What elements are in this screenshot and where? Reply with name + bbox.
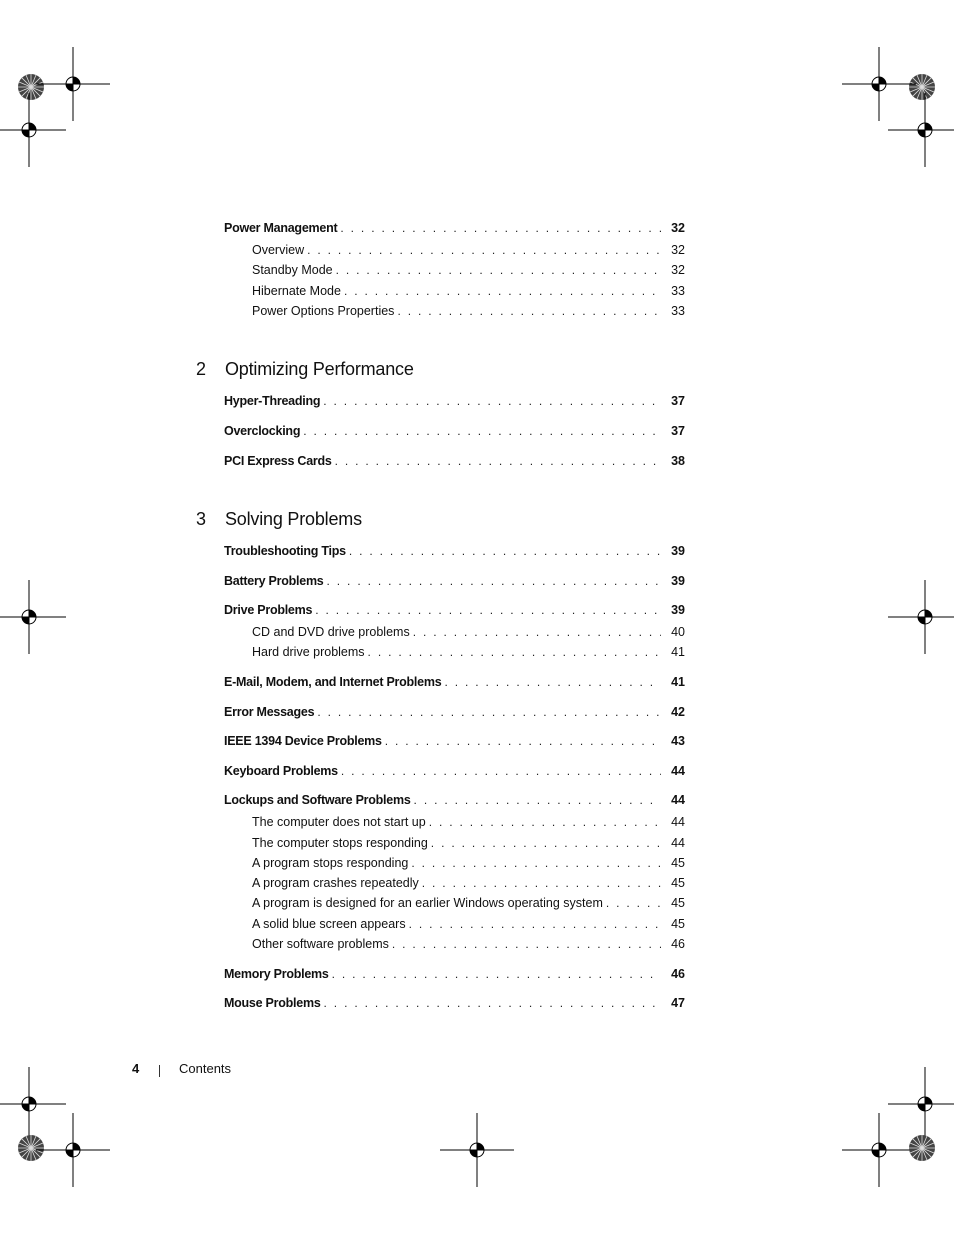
toc-entry-page: 39	[671, 603, 685, 617]
dot-leader	[368, 643, 661, 661]
toc-entry-title: Power Options Properties	[252, 304, 395, 318]
toc-entry-error-messages[interactable]	[224, 703, 685, 721]
toc-entry-page: 37	[671, 424, 685, 438]
dot-leader	[349, 542, 661, 560]
dot-leader	[340, 219, 661, 237]
toc-entry-title: Mouse Problems	[224, 996, 321, 1010]
toc-entry-title: Troubleshooting Tips	[224, 544, 346, 558]
toc-entry-page: 38	[671, 454, 685, 468]
toc-entry-program-earlier-windows[interactable]	[252, 894, 685, 912]
toc-entry-title: E-Mail, Modem, and Internet Problems	[224, 675, 442, 689]
toc-entry-title: A program crashes repeatedly	[252, 876, 419, 890]
dot-leader	[335, 452, 661, 470]
dot-leader	[397, 302, 661, 320]
toc-entry-computer-stops-responding[interactable]	[252, 834, 685, 852]
dot-leader	[431, 834, 661, 852]
toc-entry-page: 41	[671, 645, 685, 659]
dot-leader	[385, 732, 661, 750]
toc-entry-page: 33	[671, 284, 685, 298]
toc-entry-drive-problems[interactable]	[224, 601, 685, 619]
chapter-heading-2	[196, 357, 414, 381]
toc-entry-pci-express-cards[interactable]	[224, 452, 685, 470]
toc-entry-page: 44	[671, 793, 685, 807]
toc-entry-title: Drive Problems	[224, 603, 313, 617]
toc-entry-page: 32	[671, 221, 685, 235]
toc-entry-title: Hyper-Threading	[224, 394, 321, 408]
toc-entry-page: 42	[671, 705, 685, 719]
chapter-heading-3	[196, 507, 362, 531]
toc-entry-troubleshooting-tips[interactable]	[224, 542, 685, 560]
toc-entry-mouse-problems[interactable]	[224, 994, 685, 1012]
toc-entry-overview[interactable]	[252, 241, 685, 259]
toc-entry-title: Overview	[252, 243, 305, 257]
toc-entry-page: 33	[671, 304, 685, 318]
dot-leader	[303, 422, 661, 440]
toc-entry-title: IEEE 1394 Device Problems	[224, 734, 382, 748]
toc-entry-title: PCI Express Cards	[224, 454, 332, 468]
dot-leader	[327, 572, 661, 590]
toc-entry-lockups-software-problems[interactable]	[224, 791, 685, 809]
footer-divider	[159, 1065, 160, 1077]
dot-leader	[444, 673, 661, 691]
toc-entry-page: 43	[671, 734, 685, 748]
dot-leader	[315, 601, 661, 619]
toc-entry-title: Standby Mode	[252, 263, 333, 277]
toc-entry-program-crashes-repeatedly[interactable]	[252, 874, 685, 892]
toc-entry-page: 46	[671, 937, 685, 951]
toc-entry-title: The computer stops responding	[252, 836, 428, 850]
toc-entry-computer-does-not-start[interactable]	[252, 813, 685, 831]
toc-entry-cd-dvd-drive-problems[interactable]	[252, 623, 685, 641]
toc-entry-title: A program is designed for an earlier Windows operating system	[252, 896, 603, 910]
toc-entry-title: Lockups and Software Problems	[224, 793, 411, 807]
dot-leader	[332, 965, 661, 983]
toc-entry-title: CD and DVD drive problems	[252, 625, 410, 639]
toc-entry-title: A solid blue screen appears	[252, 917, 406, 931]
toc-entry-email-modem-internet-problems[interactable]	[224, 673, 685, 691]
toc-entry-page: 45	[671, 917, 685, 931]
dot-leader	[429, 813, 661, 831]
toc-entry-battery-problems[interactable]	[224, 572, 685, 590]
toc-entry-title: Error Messages	[224, 705, 315, 719]
toc-entry-page: 32	[671, 263, 685, 277]
toc-entry-title: Other software problems	[252, 937, 389, 951]
toc-entry-hard-drive-problems[interactable]	[252, 643, 685, 661]
chapter-title: Optimizing Performance	[225, 359, 414, 379]
toc-entry-ieee-1394-device-problems[interactable]	[224, 732, 685, 750]
toc-entry-title: A program stops responding	[252, 856, 409, 870]
toc-entry-hibernate-mode[interactable]	[252, 282, 685, 300]
toc-entry-title: Memory Problems	[224, 967, 329, 981]
toc-entry-keyboard-problems[interactable]	[224, 762, 685, 780]
toc-entry-page: 37	[671, 394, 685, 408]
dot-leader	[422, 874, 661, 892]
dot-leader	[324, 994, 661, 1012]
toc-entry-page: 44	[671, 815, 685, 829]
dot-leader	[606, 894, 661, 912]
toc-entry-title: Overclocking	[224, 424, 301, 438]
toc-entry-page: 41	[671, 675, 685, 689]
toc-entry-overclocking[interactable]	[224, 422, 685, 440]
toc-entry-program-stops-responding[interactable]	[252, 854, 685, 872]
toc-entry-standby-mode[interactable]	[252, 261, 685, 279]
toc-entry-title: Keyboard Problems	[224, 764, 338, 778]
dot-leader	[341, 762, 661, 780]
toc-entry-power-management[interactable]	[224, 219, 685, 237]
toc-entry-title: The computer does not start up	[252, 815, 426, 829]
toc-entry-hyper-threading[interactable]	[224, 392, 685, 410]
toc-entry-power-options-properties[interactable]	[252, 302, 685, 320]
toc-entry-page: 47	[671, 996, 685, 1010]
toc-entry-memory-problems[interactable]	[224, 965, 685, 983]
toc-entry-page: 44	[671, 836, 685, 850]
dot-leader	[392, 935, 661, 953]
toc-entry-page: 44	[671, 764, 685, 778]
toc-entry-page: 39	[671, 544, 685, 558]
dot-leader	[317, 703, 661, 721]
chapter-number: 3	[196, 509, 206, 529]
footer-section-label: Contents	[179, 1061, 232, 1076]
toc-entry-page: 40	[671, 625, 685, 639]
toc-entry-other-software-problems[interactable]	[252, 935, 685, 953]
toc-entry-page: 32	[671, 243, 685, 257]
toc-entry-solid-blue-screen[interactable]	[252, 915, 685, 933]
dot-leader	[411, 854, 661, 872]
dot-leader	[414, 791, 661, 809]
dot-leader	[307, 241, 661, 259]
toc-entry-page: 46	[671, 967, 685, 981]
dot-leader	[409, 915, 661, 933]
toc-entry-page: 45	[671, 856, 685, 870]
toc-entry-page: 45	[671, 876, 685, 890]
dot-leader	[323, 392, 661, 410]
toc-entry-title: Hibernate Mode	[252, 284, 341, 298]
toc-entry-title: Power Management	[224, 221, 338, 235]
footer-page-number: 4	[132, 1061, 140, 1076]
dot-leader	[413, 623, 661, 641]
chapter-number: 2	[196, 359, 206, 379]
dot-leader	[344, 282, 661, 300]
chapter-title: Solving Problems	[225, 509, 362, 529]
toc-entry-page: 39	[671, 574, 685, 588]
toc-entry-title: Battery Problems	[224, 574, 324, 588]
toc-entry-page: 45	[671, 896, 685, 910]
toc-entry-title: Hard drive problems	[252, 645, 365, 659]
dot-leader	[336, 261, 661, 279]
